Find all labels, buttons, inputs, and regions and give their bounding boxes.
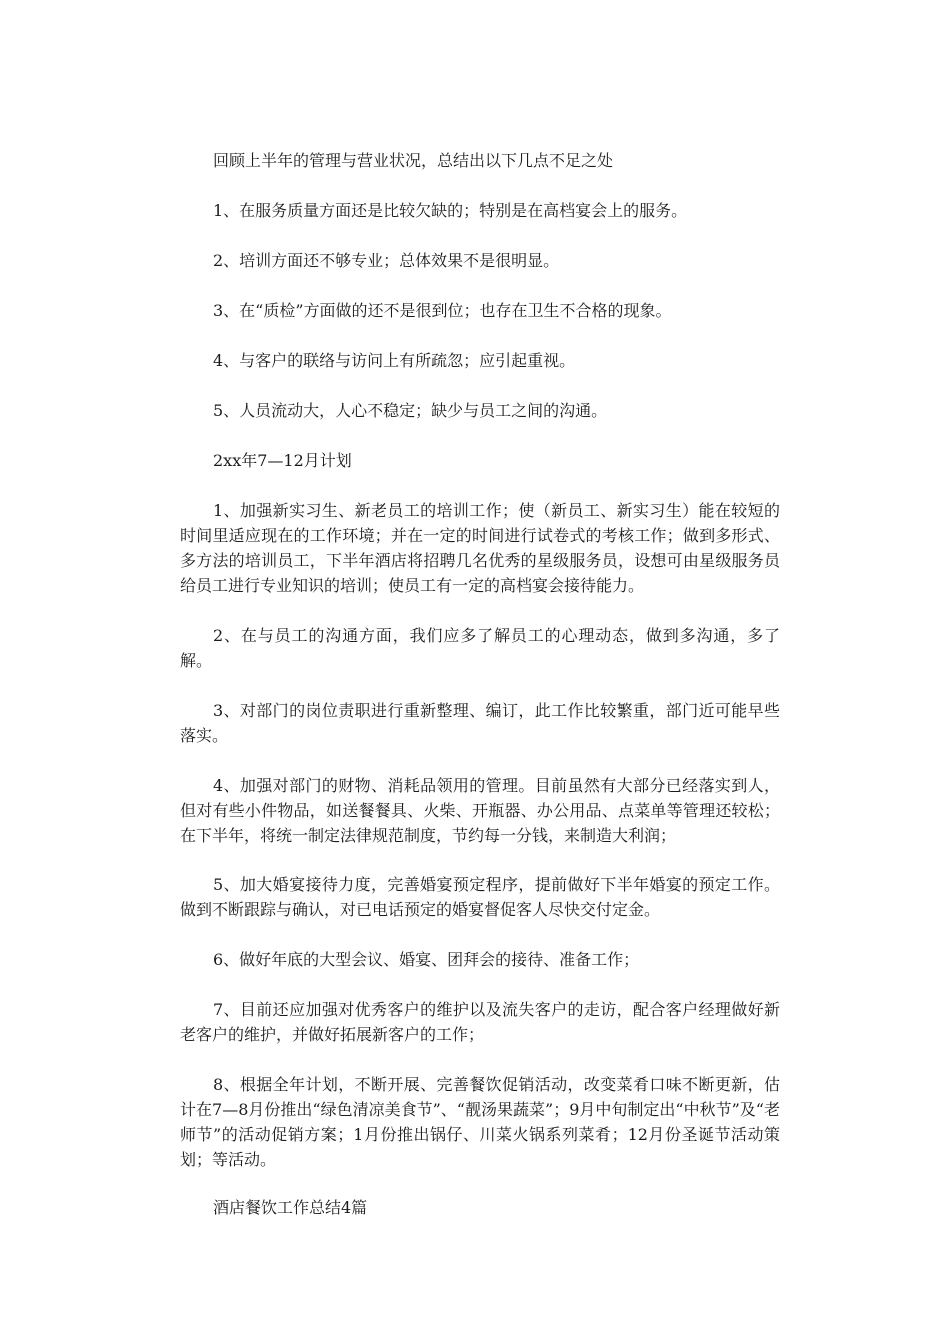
paragraph-shortcoming-3: 3、在“质检”方面做的还不是很到位；也存在卫生不合格的现象。 xyxy=(213,301,672,320)
paragraph-shortcoming-2: 2、培训方面还不够专业；总体效果不是很明显。 xyxy=(213,251,560,270)
paragraph-plan-4: 4、加强对部门的财物、消耗品领用的管理。目前虽然有大部分已经落实到人，但对有些小件物品，如送餐餐具、火柴、开瓶器、办公用品、点菜单等管理还较松；在下半年，将统一制定法律规范制度，节约每一分钱，来制造大利润； xyxy=(180,776,780,845)
paragraph-plan-8: 8、根据全年计划，不断开展、完善餐饮促销活动，改变菜肴口味不断更新，估计在7—8月份推出“绿色清凉美食节”、“靓汤果蔬菜”；9月中旬制定出“中秋节”及“老师节”的活动促销方案；1月份推出锅仔、川菜火锅系列菜肴；12月份圣诞节活动策划；等活动。 xyxy=(180,1075,780,1169)
paragraph-plan-6: 6、做好年底的大型会议、婚宴、团拜会的接待、准备工作； xyxy=(213,950,640,969)
paragraph-plan-7: 7、目前还应加强对优秀客户的维护以及流失客户的走访，配合客户经理做好新老客户的维护，并做好拓展新客户的工作； xyxy=(180,1000,780,1044)
paragraph-plan-2: 2、在与员工的沟通方面，我们应多了解员工的心理动态，做到多沟通，多了解。 xyxy=(180,626,780,670)
document-footer-title: 酒店餐饮工作总结4篇 xyxy=(213,1198,368,1217)
paragraph-shortcoming-5: 5、人员流动大，人心不稳定；缺少与员工之间的沟通。 xyxy=(213,401,608,420)
paragraph-shortcoming-1: 1、在服务质量方面还是比较欠缺的；特别是在高档宴会上的服务。 xyxy=(213,201,688,220)
paragraph-plan-5: 5、加大婚宴接待力度，完善婚宴预定程序，提前做好下半年婚宴的预定工作。做到不断跟踪与确认，对已电话预定的婚宴督促客人尽快交付定金。 xyxy=(180,875,780,919)
section-heading-plan: 2xx年7—12月计划 xyxy=(213,451,352,470)
paragraph-plan-3: 3、对部门的岗位责职进行重新整理、编订，此工作比较繁重，部门近可能早些落实。 xyxy=(180,701,780,745)
paragraph-shortcoming-4: 4、与客户的联络与访问上有所疏忽；应引起重视。 xyxy=(213,351,576,370)
paragraph-review-intro: 回顾上半年的管理与营业状况，总结出以下几点不足之处 xyxy=(213,151,614,170)
paragraph-plan-1: 1、加强新实习生、新老员工的培训工作；使（新员工、新实习生）能在较短的时间里适应现在的工作环境；并在一定的时间进行试卷式的考核工作；做到多形式、多方法的培训员工，下半年酒店将招聘几名优秀的星级服务员，设想可由星级服务员给员工进行专业知识的培训；使员工有一定的高档宴会接待能力。 xyxy=(180,501,780,595)
